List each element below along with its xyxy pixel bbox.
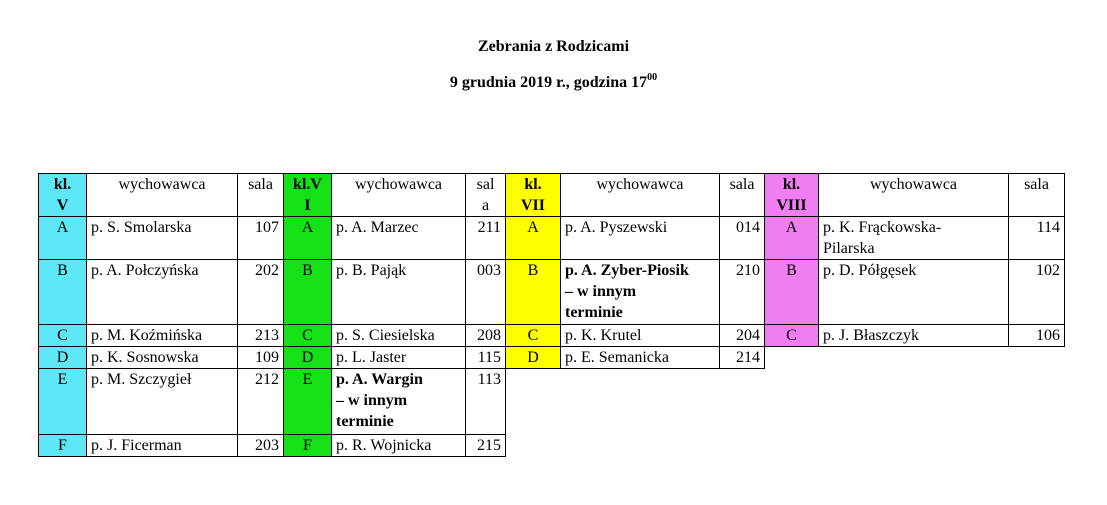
teacher-cell: p. J. Błaszczyk	[819, 325, 1009, 347]
page-title: Zebrania z Rodzicami	[477, 38, 630, 55]
class-cell: A	[39, 217, 87, 260]
teacher-cell: p. R. Wojnicka	[332, 435, 466, 457]
header-room: sala	[1009, 174, 1065, 217]
room-cell: 215	[466, 435, 506, 457]
class-cell: C	[765, 325, 819, 347]
header-teacher: wychowawca	[332, 174, 466, 217]
room-cell: 107	[238, 217, 284, 260]
header-class-viii: kl. VIII	[765, 174, 819, 217]
header-teacher: wychowawca	[87, 174, 238, 217]
room-cell: 106	[1009, 325, 1065, 347]
room-cell: 003	[466, 260, 506, 325]
class-cell: F	[284, 435, 332, 457]
teacher-cell: p. A. Wargin – w innym terminie	[332, 369, 466, 435]
subtitle-time-superscript: 00	[647, 72, 658, 83]
teacher-cell: p. S. Smolarska	[87, 217, 238, 260]
header-room: sal a	[466, 174, 506, 217]
class-cell: D	[39, 347, 87, 369]
room-cell: 204	[720, 325, 765, 347]
room-cell: 208	[466, 325, 506, 347]
class-cell: B	[765, 260, 819, 325]
class-cell: D	[506, 347, 561, 369]
teacher-cell: p. A. Marzec	[332, 217, 466, 260]
room-cell: 211	[466, 217, 506, 260]
header-row	[39, 174, 1065, 217]
class-cell: C	[39, 325, 87, 347]
schedule-table	[38, 173, 1065, 457]
class-cell: B	[284, 260, 332, 325]
class-cell: C	[284, 325, 332, 347]
teacher-cell: p. K. Frąckowska- Pilarska	[819, 217, 1009, 260]
header-teacher: wychowawca	[561, 174, 720, 217]
class-cell: B	[506, 260, 561, 325]
class-cell: D	[284, 347, 332, 369]
subtitle-text: 9 grudnia 2019 r., godzina 17	[449, 74, 648, 91]
header-room: sala	[238, 174, 284, 217]
room-cell: 115	[466, 347, 506, 369]
class-cell: B	[39, 260, 87, 325]
room-cell: 210	[720, 260, 765, 325]
room-cell: 202	[238, 260, 284, 325]
teacher-cell: p. K. Krutel	[561, 325, 720, 347]
class-cell: E	[39, 369, 87, 435]
room-cell: 114	[1009, 217, 1065, 260]
teacher-cell: p. A. Połczyńska	[87, 260, 238, 325]
room-cell: 213	[238, 325, 284, 347]
header-class-v: kl. V	[39, 174, 87, 217]
class-cell: E	[284, 369, 332, 435]
room-cell: 109	[238, 347, 284, 369]
room-cell: 113	[466, 369, 506, 435]
page-subtitle	[0, 74, 1107, 92]
room-cell: 014	[720, 217, 765, 260]
header-room: sala	[720, 174, 765, 217]
teacher-cell: p. L. Jaster	[332, 347, 466, 369]
room-cell: 214	[720, 347, 765, 369]
table-row	[39, 325, 1065, 347]
empty-cell	[506, 435, 1065, 457]
teacher-cell: p. K. Sosnowska	[87, 347, 238, 369]
class-cell: C	[506, 325, 561, 347]
teacher-cell: p. M. Szczygieł	[87, 369, 238, 435]
header-class-vi: kl.V I	[284, 174, 332, 217]
teacher-cell: p. M. Koźmińska	[87, 325, 238, 347]
class-cell: A	[284, 217, 332, 260]
empty-cell	[506, 369, 1065, 435]
room-cell: 212	[238, 369, 284, 435]
room-cell: 203	[238, 435, 284, 457]
class-cell: A	[765, 217, 819, 260]
room-cell: 102	[1009, 260, 1065, 325]
empty-cell	[765, 347, 1065, 369]
class-cell: F	[39, 435, 87, 457]
table-row	[39, 217, 1065, 260]
teacher-cell: p. A. Zyber-Piosik – w innym terminie	[561, 260, 720, 325]
teacher-cell: p. S. Ciesielska	[332, 325, 466, 347]
table-row	[39, 260, 1065, 325]
teacher-cell: p. J. Ficerman	[87, 435, 238, 457]
teacher-cell: p. A. Pyszewski	[561, 217, 720, 260]
header-class-vii: kl. VII	[506, 174, 561, 217]
class-cell: A	[506, 217, 561, 260]
table-row	[39, 347, 1065, 369]
table-row	[39, 435, 1065, 457]
header-teacher: wychowawca	[819, 174, 1009, 217]
teacher-cell: p. E. Semanicka	[561, 347, 720, 369]
teacher-cell: p. D. Półgęsek	[819, 260, 1009, 325]
teacher-cell: p. B. Pająk	[332, 260, 466, 325]
table-row	[39, 369, 1065, 435]
